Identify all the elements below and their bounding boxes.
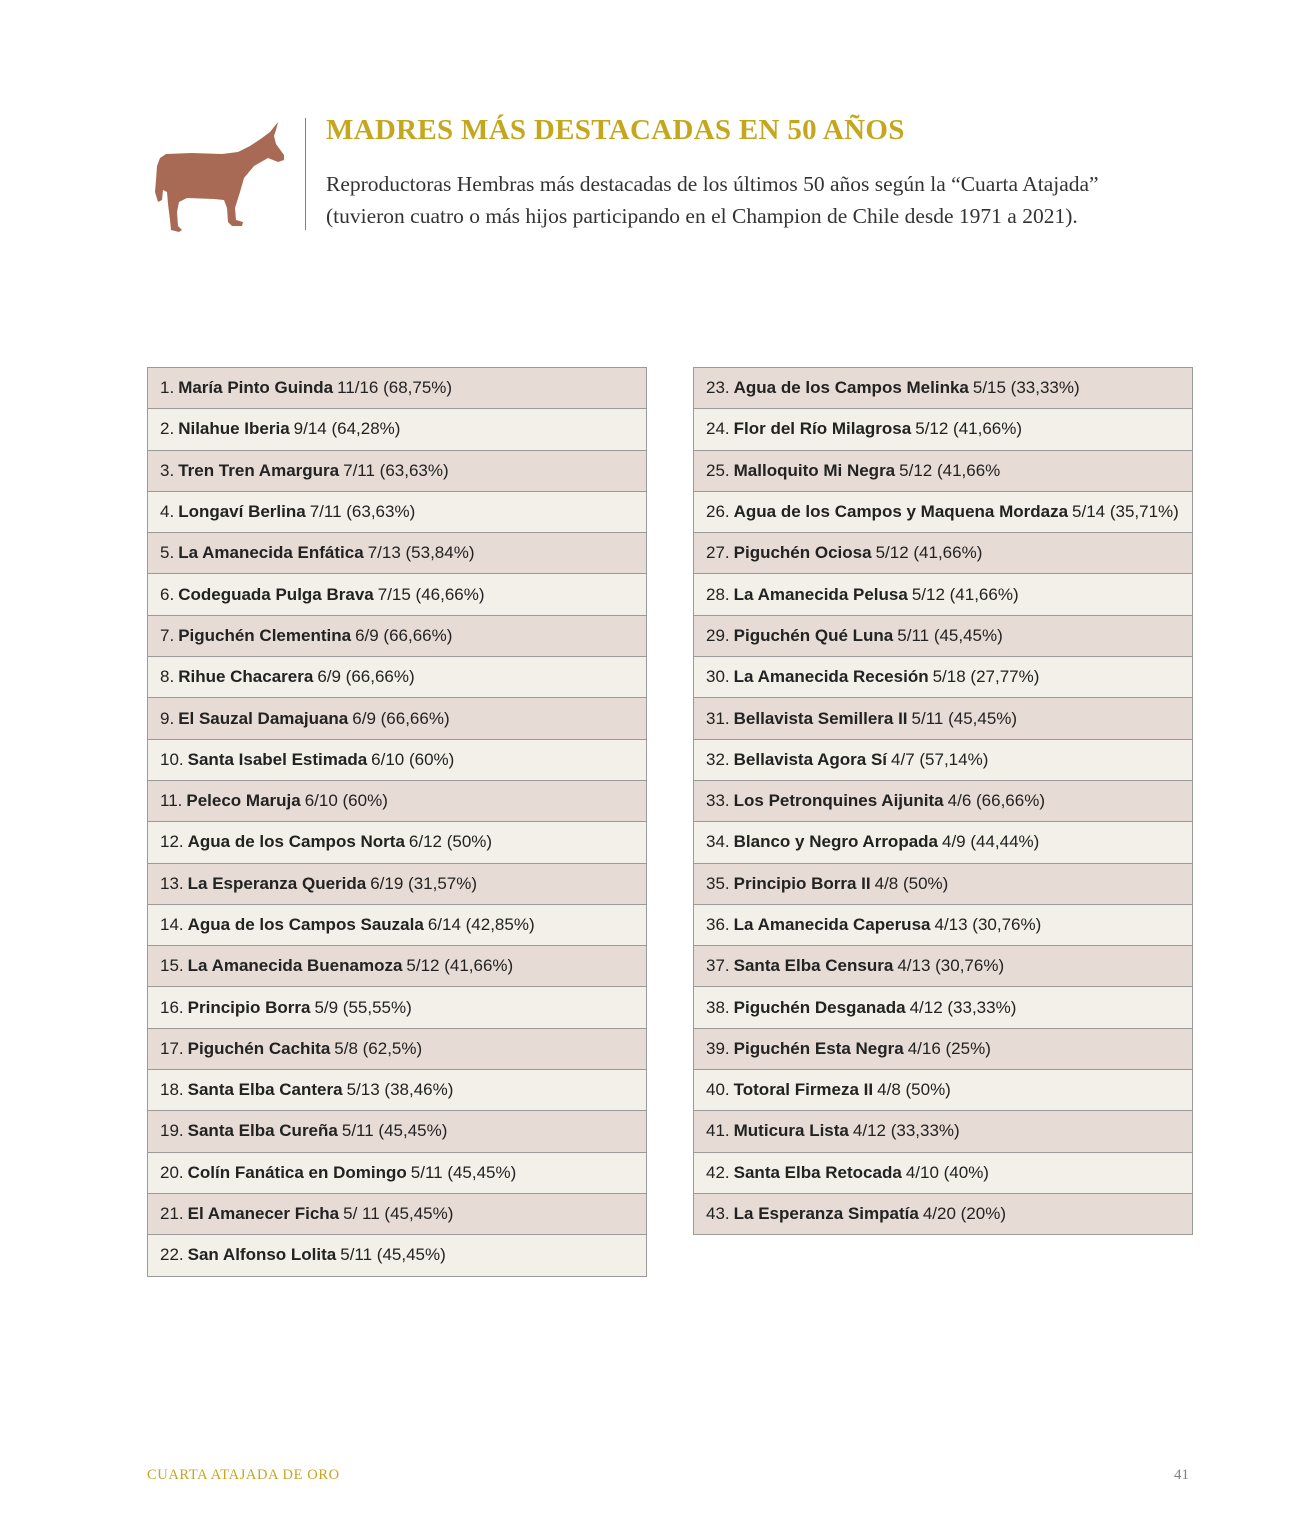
list-item-name: Principio Borra (187, 997, 311, 1017)
list-item-name: Bellavista Semillera II (733, 708, 908, 728)
list-item (148, 822, 646, 863)
list-item-name: Agua de los Campos Norta (187, 832, 405, 852)
list-item-name: Piguchén Desganada (733, 997, 906, 1017)
list-item (694, 533, 1192, 574)
list-item-stats: 5/12 (41,66%) (915, 419, 1023, 439)
page-subtitle (326, 168, 1186, 232)
list-item (148, 451, 646, 492)
list-item-stats: 6/10 (60%) (304, 791, 388, 811)
list-item-number: 8. (160, 667, 175, 687)
list-item-name: Los Petronquines Aijunita (733, 791, 944, 811)
list-item-number: 30. (706, 667, 730, 687)
list-item (694, 368, 1192, 409)
list-item-name: El Amanecer Ficha (187, 1204, 340, 1224)
list-item (148, 946, 646, 987)
list-item (694, 781, 1192, 822)
list-item-stats: 5/12 (41,66% (899, 460, 1001, 480)
list-item-number: 7. (160, 625, 175, 645)
list-item (694, 657, 1192, 698)
list-item-stats: 5/11 (45,45%) (911, 708, 1018, 728)
list-item-number: 19. (160, 1121, 184, 1141)
list-item-stats: 6/9 (66,66%) (317, 667, 415, 687)
list-item-number: 20. (160, 1162, 184, 1182)
list-item-stats: 5/15 (33,33%) (972, 378, 1080, 398)
list-item-stats: 6/14 (42,85%) (427, 915, 535, 934)
list-item (148, 987, 646, 1028)
list-item (148, 905, 646, 946)
list-item-number: 9. (160, 708, 175, 728)
list-item (148, 533, 646, 574)
header-divider (305, 118, 306, 230)
list-item-name: Agua de los Campos Melinka (733, 378, 969, 398)
list-item-stats: 5/12 (41,66%) (406, 956, 514, 976)
list-item-stats: 4/13 (30,76%) (897, 956, 1005, 976)
list-item (694, 492, 1192, 533)
mares-list-right (693, 367, 1193, 1235)
list-item-stats: 5/11 (45,45%) (341, 1121, 448, 1141)
list-item-name: Piguchén Ociosa (733, 543, 872, 563)
page-number: 41 (1174, 1467, 1189, 1483)
list-item-stats: 4/8 (50%) (874, 873, 949, 893)
list-item (148, 1111, 646, 1152)
list-item-stats: 6/19 (31,57%) (370, 873, 478, 893)
list-item-name: Piguchén Qué Luna (733, 625, 894, 645)
list-item (148, 616, 646, 657)
list-item-number: 36. (706, 915, 730, 934)
list-item (694, 1153, 1192, 1194)
list-item (694, 987, 1192, 1028)
list-item-stats: 4/6 (66,66%) (947, 791, 1045, 811)
list-item-number: 40. (706, 1080, 730, 1100)
list-item-number: 32. (706, 749, 730, 769)
list-item (148, 492, 646, 533)
list-item-number: 10. (160, 749, 184, 769)
list-item-name: Santa Elba Cureña (187, 1121, 338, 1141)
list-item-name: Santa Elba Cantera (187, 1080, 343, 1100)
list-item-number: 39. (706, 1038, 730, 1058)
list-item-number: 33. (706, 791, 730, 811)
list-item-stats: 5/18 (27,77%) (932, 667, 1040, 687)
horse-icon (152, 122, 287, 234)
list-item-stats: 5/ 11 (45,45%) (343, 1204, 454, 1224)
list-item-name: Santa Elba Retocada (733, 1162, 902, 1182)
list-item-number: 31. (706, 708, 730, 728)
list-item-number: 4. (160, 502, 175, 522)
list-item-name: Rihue Chacarera (178, 667, 314, 687)
list-item (694, 1070, 1192, 1111)
list-item (148, 657, 646, 698)
list-item-number: 21. (160, 1204, 184, 1224)
list-item-stats: 4/16 (25%) (907, 1038, 991, 1058)
list-item-name: Codeguada Pulga Brava (178, 584, 374, 604)
page-title: MADRES MÁS DESTACADAS EN 50 AÑOS (326, 114, 905, 146)
list-item-number: 24. (706, 419, 730, 439)
list-item-stats: 6/12 (50%) (408, 832, 493, 852)
list-item (694, 451, 1192, 492)
list-item-stats: 4/9 (44,44%) (942, 832, 1040, 852)
list-item-name: Principio Borra II (733, 873, 871, 893)
list-item-number: 37. (706, 956, 730, 976)
list-item-stats: 6/9 (66,66%) (352, 708, 450, 728)
list-item (148, 1070, 646, 1111)
list-item-number: 17. (160, 1038, 184, 1058)
list-item-name: Colín Fanática en Domingo (187, 1162, 407, 1182)
list-item (148, 1153, 646, 1194)
list-item-number: 29. (706, 625, 730, 645)
list-item (694, 946, 1192, 987)
list-item-number: 22. (160, 1245, 184, 1265)
list-item-name: Flor del Río Milagrosa (733, 419, 912, 439)
list-item-stats: 5/11 (45,45%) (897, 625, 1003, 645)
list-item-name: Piguchén Esta Negra (733, 1038, 904, 1058)
list-item (694, 1194, 1192, 1235)
list-item-stats: 7/13 (53,84%) (367, 543, 475, 563)
list-item-stats: 7/11 (63,63%) (343, 460, 449, 480)
list-item-name: Tren Tren Amargura (178, 460, 340, 480)
list-item (148, 698, 646, 739)
list-item-stats: 9/14 (64,28%) (293, 419, 401, 439)
list-item (148, 574, 646, 615)
list-item-number: 5. (160, 543, 175, 563)
list-item-stats: 5/11 (45,45%) (410, 1162, 517, 1182)
list-item-number: 27. (706, 543, 730, 563)
list-item (694, 864, 1192, 905)
list-item-name: La Esperanza Simpatía (733, 1204, 919, 1224)
list-item-number: 38. (706, 997, 730, 1017)
list-item-number: 35. (706, 873, 730, 893)
list-item-name: Santa Elba Censura (733, 956, 894, 976)
list-item-number: 23. (706, 378, 730, 398)
list-item-stats: 4/7 (57,14%) (891, 749, 989, 769)
list-item-number: 1. (160, 378, 175, 398)
list-item-number: 28. (706, 584, 730, 604)
list-item-name: La Amanecida Recesión (733, 667, 929, 687)
list-item-name: La Amanecida Pelusa (733, 584, 908, 604)
list-item-name: Piguchén Clementina (178, 625, 352, 645)
list-item-name: El Sauzal Damajuana (178, 708, 349, 728)
list-item-stats: 4/10 (40%) (905, 1162, 989, 1182)
list-item-number: 13. (160, 873, 184, 893)
list-item-name: Totoral Firmeza II (733, 1080, 874, 1100)
list-item-stats: 7/15 (46,66%) (377, 584, 485, 604)
list-item-number: 43. (706, 1204, 730, 1224)
list-item-number: 42. (706, 1162, 730, 1182)
list-item-number: 34. (706, 832, 730, 852)
list-item-number: 6. (160, 584, 175, 604)
list-item (148, 1194, 646, 1235)
list-item-name: Muticura Lista (733, 1121, 849, 1141)
list-item-name: Agua de los Campos Sauzala (187, 915, 424, 934)
list-item (148, 368, 646, 409)
list-item-stats: 4/12 (33,33%) (909, 997, 1017, 1017)
list-item-stats: 5/14 (35,71%) (1072, 502, 1179, 522)
list-item-number: 26. (706, 502, 730, 522)
list-item-name: Bellavista Agora Sí (733, 749, 888, 769)
list-item-number: 11. (160, 791, 183, 811)
list-item-number: 18. (160, 1080, 184, 1100)
list-item (148, 1029, 646, 1070)
list-item (694, 905, 1192, 946)
list-item-number: 25. (706, 460, 730, 480)
list-item (694, 1029, 1192, 1070)
list-item-name: La Amanecida Enfática (178, 543, 364, 563)
list-item-name: Longaví Berlina (178, 502, 306, 522)
list-item-stats: 4/13 (30,76%) (934, 915, 1042, 934)
list-item (694, 1111, 1192, 1152)
list-item (148, 781, 646, 822)
mares-list-left (147, 367, 647, 1277)
list-item-stats: 4/8 (50%) (877, 1080, 951, 1100)
list-item-name: Agua de los Campos y Maquena Mordaza (733, 502, 1069, 522)
list-item-stats: 5/9 (55,55%) (314, 997, 412, 1017)
list-item-number: 2. (160, 419, 175, 439)
list-item-stats: 5/13 (38,46%) (346, 1080, 454, 1100)
list-item-stats: 5/12 (41,66%) (875, 543, 983, 563)
list-item-number: 12. (160, 832, 184, 852)
list-item-name: La Amanecida Caperusa (733, 915, 931, 934)
list-item-name: María Pinto Guinda (178, 378, 334, 398)
list-item (148, 864, 646, 905)
list-item-stats: 4/12 (33,33%) (852, 1121, 960, 1141)
list-item-name: Santa Isabel Estimada (187, 749, 368, 769)
list-item-name: Malloquito Mi Negra (733, 460, 896, 480)
list-item-name: La Esperanza Querida (187, 873, 367, 893)
list-item-stats: 5/11 (45,45%) (340, 1245, 446, 1265)
list-item-name: Blanco y Negro Arropada (733, 832, 938, 852)
list-item (694, 822, 1192, 863)
list-item-name: La Amanecida Buenamoza (187, 956, 403, 976)
list-item-name: Peleco Maruja (186, 791, 301, 811)
list-item-stats: 7/11 (63,63%) (309, 502, 416, 522)
list-item-name: San Alfonso Lolita (187, 1245, 337, 1265)
list-item (694, 740, 1192, 781)
list-item (694, 616, 1192, 657)
list-item-name: Piguchén Cachita (187, 1038, 331, 1058)
list-item (694, 574, 1192, 615)
list-item-stats: 6/10 (60%) (371, 749, 455, 769)
list-item (694, 409, 1192, 450)
list-item-number: 3. (160, 460, 175, 480)
list-item-stats: 5/8 (62,5%) (334, 1038, 423, 1058)
footer-publication-title: CUARTA ATAJADA DE ORO (147, 1467, 340, 1483)
list-item-number: 15. (160, 956, 184, 976)
list-item (694, 698, 1192, 739)
list-item-number: 41. (706, 1121, 730, 1141)
subtitle-line-2: (tuvieron cuatro o más hijos participando en el Champion de Chile desde 1971 a 2021). (326, 204, 1078, 228)
list-item-stats: 5/12 (41,66%) (911, 584, 1019, 604)
list-item (148, 409, 646, 450)
list-item (148, 740, 646, 781)
list-item-number: 16. (160, 997, 184, 1017)
list-item-stats: 11/16 (68,75%) (337, 378, 453, 398)
list-item-name: Nilahue Iberia (178, 419, 290, 439)
list-item-stats: 6/9 (66,66%) (355, 625, 453, 645)
list-item (148, 1235, 646, 1276)
subtitle-line-1: Reproductoras Hembras más destacadas de los últimos 50 años según la “Cuarta Atajada” (326, 172, 1099, 196)
list-item-stats: 4/20 (20%) (922, 1204, 1006, 1224)
list-item-number: 14. (160, 915, 184, 934)
